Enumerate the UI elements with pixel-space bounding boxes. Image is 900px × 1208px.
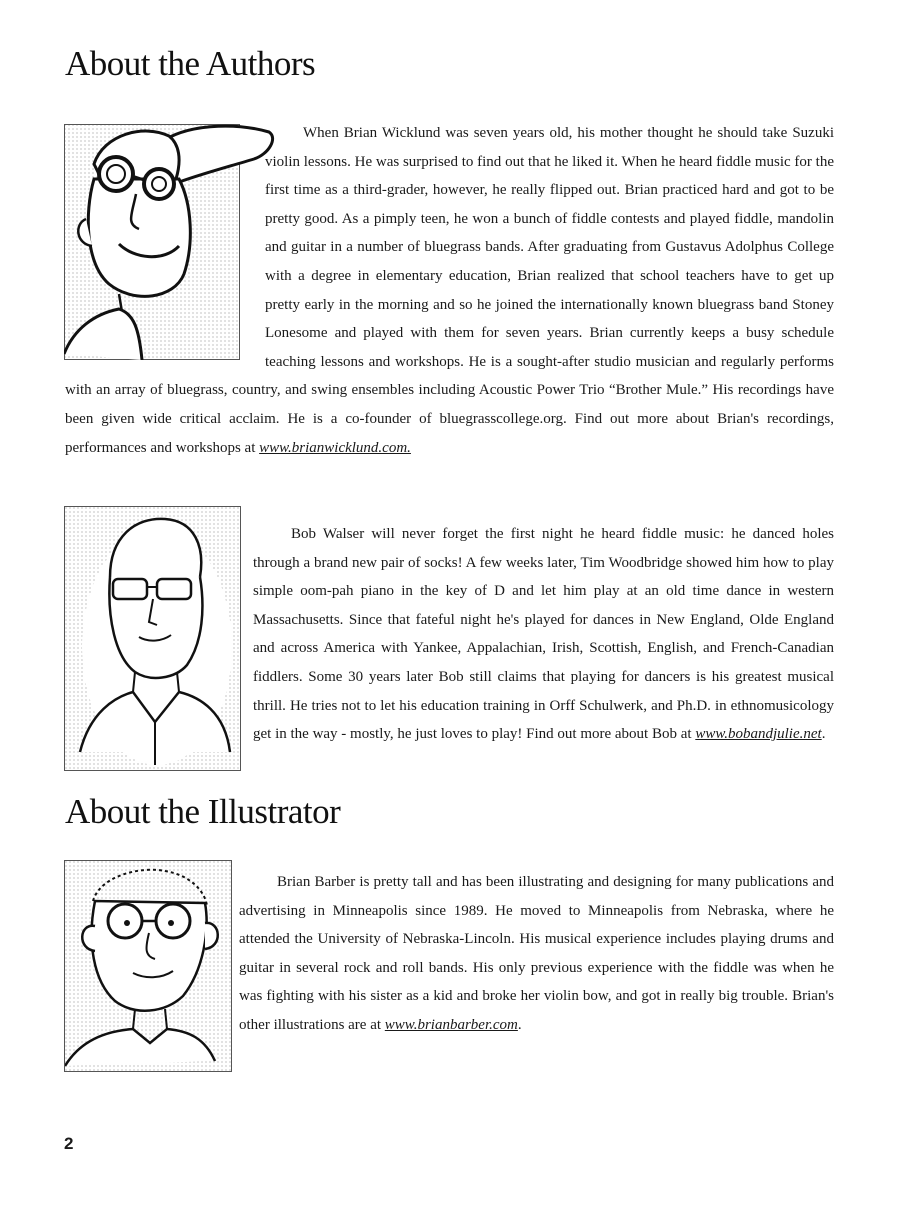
bio-after: . (821, 726, 826, 743)
bio-text: Brian Barber is pretty tall and has been illustrating and designing for many publications and advertising in Minneapolis since 1989. He moved to Minneapolis from Nebraska, where he attended the University of Nebraska-Lincoln. His musical experience includes playing drums and guitar in several rock and roll bands. His only previous experience with the fiddle was when he was fighting with his sister as a kid and broke her violin bow, and got in really big trouble. Brian's other illustrations are at (239, 874, 834, 1033)
bio-after: . (517, 1016, 522, 1033)
bob-walser-bio (65, 520, 834, 780)
bob-walser-link[interactable]: www.bobandjulie.net (695, 726, 822, 743)
brian-barber-link[interactable]: www.brianbarber.com (384, 1016, 518, 1033)
brian-barber-bio (65, 868, 834, 1068)
page-number: 2 (64, 1134, 74, 1153)
bio-text: Bob Walser will never forget the first night he heard fiddle music: he danced holes through a brand new pair of socks! A few weeks later, Tim Woodbridge showed him how to play simple oom-pah piano in the key of D and let him play at an old time dance in western Massachusetts. Since that fateful night he's played for dances in New England, Olde England and across America with Yankee, Appalachian, Irish, Scottish, English, and French-Canadian fiddlers. Some 30 years later Bob still claims that playing for dancers is his greatest musical thrill. He tries not to let his education training in Orff Schulwerk, and Ph.D. in ethnomusicology get in the way - mostly, he just loves to play! Find out more about Bob at (253, 526, 834, 743)
authors-heading: About the Authors (65, 44, 316, 83)
brian-wicklund-bio (65, 119, 834, 462)
illustrator-heading: About the Illustrator (65, 792, 341, 831)
brian-wicklund-link[interactable]: www.brianwicklund.com. (259, 439, 411, 456)
bio-text: When Brian Wicklund was seven years old, his mother thought he should take Suzuki violin lessons. He was surprised to find out that he liked it. When he heard fiddle music for the first time as a third-grader, however, he really flipped out. Brian practiced hard and got to be pretty good. As a pimply teen, he won a bunch of fiddle contests and played fiddle, mandolin and guitar in a number of bluegrass bands. After graduating from Gustavus Adolphus College with a degree in elementary education, Brian realized that school teachers have to get up pretty early in the morning and so he joined the internationally known bluegrass band Stoney Lonesome and played with them for seven years. Brian currently keeps a busy schedule teaching lessons and workshops. He is a sought-after studio musician and regularly performs with an array of bluegrass, country, and swing ensembles including Acoustic Power Trio “Brother Mule.” His recordings have been given wide critical acclaim. He is a co-founder of bluegrasscollege.org. Find out more about Brian's recordings, performances and workshops at (65, 125, 834, 456)
